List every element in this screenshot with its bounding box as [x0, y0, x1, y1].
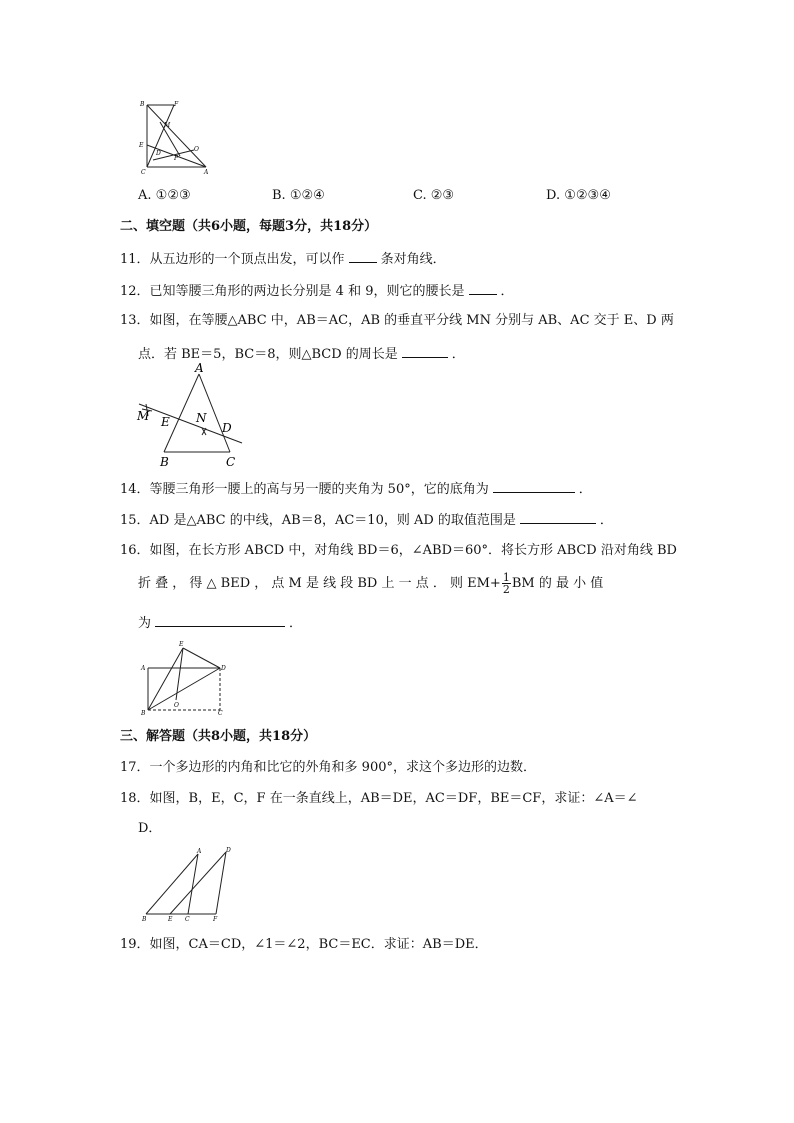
- q10-option-d: [546, 188, 611, 204]
- question-text: 点．若 BE＝5，BC＝8，则△BCD 的周长是: [138, 347, 398, 362]
- question-13-line2: [138, 345, 465, 363]
- question-19: [120, 937, 488, 953]
- q16-figure: [138, 640, 228, 716]
- q13-label-b: B: [160, 455, 169, 469]
- question-text: ．: [578, 482, 592, 497]
- q10-label-a: A: [204, 169, 209, 176]
- answer-blank[interactable]: [349, 250, 377, 263]
- question-12: [120, 282, 514, 300]
- fraction: [502, 572, 511, 595]
- q16-label-d: D: [221, 665, 226, 672]
- option-letter: B.: [272, 188, 286, 203]
- q13-figure: [134, 362, 246, 472]
- q18-label-d: D: [226, 847, 231, 854]
- q16-label-b: B: [141, 710, 146, 717]
- question-number: 15．: [120, 513, 150, 528]
- question-number: 19．: [120, 937, 150, 952]
- answer-blank[interactable]: [155, 614, 285, 627]
- question-text: 如图，在等腰△ABC 中，AB＝AC，AB 的垂直平分线 MN 分别与 AB、AC 交于 E、D 两: [149, 313, 674, 328]
- option-letter: C.: [413, 188, 427, 203]
- section-2-title: 二、填空题（共6小题，每题3分，共18分）: [120, 219, 378, 234]
- q18-label-a: A: [197, 848, 202, 855]
- question-text: AD 是△ABC 的中线，AB＝8，AC＝10，则 AD 的取值范围是: [149, 513, 516, 528]
- question-14: [120, 480, 592, 498]
- question-text: 等腰三角形一腰上的高与另一腰的夹角为 50°，它的底角为: [149, 482, 489, 497]
- question-text: 已知等腰三角形的两边长分别是 4 和 9，则它的腰长是: [149, 284, 465, 299]
- option-text: ①②③: [155, 188, 191, 203]
- answer-blank[interactable]: [493, 480, 575, 493]
- question-text: 如图，B，E，C，F 在一条直线上，AB＝DE，AC＝DF，BE＝CF，求证：∠A＝∠: [149, 791, 638, 806]
- question-text: ．: [451, 347, 465, 362]
- q10-label-f: F: [174, 101, 179, 108]
- question-text: ．: [289, 616, 303, 631]
- answer-blank[interactable]: [469, 282, 497, 295]
- q10-figure: [138, 100, 213, 175]
- question-text: BM 的 最 小 值: [511, 576, 604, 591]
- q10-option-b: [272, 188, 325, 204]
- question-18: [120, 791, 638, 807]
- question-text: ．: [500, 284, 514, 299]
- question-text: ．: [599, 513, 613, 528]
- q18-label-c: C: [185, 916, 190, 923]
- question-text: 如图，CA＝CD，∠1＝∠2，BC＝EC．求证：AB＝DE．: [149, 937, 488, 952]
- question-text: 一个多边形的内角和比它的外角和多 900°，求这个多边形的边数．: [149, 760, 536, 775]
- q18-label-f: F: [213, 916, 218, 923]
- fraction-denominator: 2: [502, 583, 510, 596]
- question-text: 折 叠 ， 得 △ BED ， 点 M 是 线 段 BD 上 一 点 ． 则 EM+: [138, 576, 501, 591]
- q10-option-a: [138, 188, 191, 204]
- question-text: 如图，在长方形 ABCD 中，对角线 BD＝6，∠ABD＝60°．将长方形 ABCD 沿对角线 BD: [149, 543, 677, 558]
- option-text: ②③: [430, 188, 455, 203]
- q10-label-m: M: [164, 122, 171, 129]
- q10-label-e: E: [139, 142, 144, 149]
- question-number: 13．: [120, 313, 150, 328]
- question-11: [120, 250, 446, 268]
- question-18-line2: D．: [138, 821, 162, 836]
- question-number: 14．: [120, 482, 150, 497]
- q16-label-o: O: [174, 702, 179, 709]
- question-number: 16．: [120, 543, 150, 558]
- q18-label-b: B: [142, 916, 147, 923]
- question-17: [120, 760, 536, 776]
- q10-label-b: B: [140, 101, 145, 108]
- q13-label-c: C: [226, 455, 236, 469]
- question-number: 17．: [120, 760, 150, 775]
- q18-label-e: E: [168, 916, 173, 923]
- question-number: 12．: [120, 284, 150, 299]
- section-3-title: 三、解答题（共8小题，共18分）: [120, 729, 317, 744]
- q16-label-e: E: [179, 641, 184, 648]
- q10-label-p: P: [174, 155, 179, 162]
- fraction-numerator: 1: [502, 571, 510, 584]
- q13-label-n: N: [196, 411, 207, 425]
- option-letter: D.: [546, 188, 561, 203]
- q10-option-c: [413, 188, 454, 204]
- q13-label-a: A: [195, 361, 204, 375]
- answer-blank[interactable]: [520, 511, 596, 524]
- q16-label-c: C: [218, 710, 223, 717]
- question-13: [120, 313, 674, 329]
- answer-blank[interactable]: [402, 345, 448, 358]
- question-number: 11．: [120, 252, 150, 267]
- question-15: [120, 511, 613, 529]
- question-16-line2: [138, 572, 603, 596]
- option-text: ①②④: [289, 188, 325, 203]
- question-text: 从五边形的一个顶点出发，可以作: [149, 252, 345, 267]
- question-text: 条对角线．: [380, 252, 446, 267]
- q10-label-o: O: [194, 146, 199, 153]
- q13-label-m: M: [137, 409, 150, 423]
- q18-figure: [140, 846, 236, 922]
- option-text: ①②③④: [564, 188, 611, 203]
- question-text: 为: [138, 616, 152, 631]
- q13-label-e: E: [161, 415, 170, 429]
- question-16-line3: [138, 614, 302, 632]
- option-letter: A.: [138, 188, 152, 203]
- question-16: [120, 543, 677, 559]
- q16-label-a: A: [141, 665, 146, 672]
- q10-label-d: D: [156, 150, 161, 157]
- q10-label-c: C: [141, 169, 146, 176]
- q13-label-d: D: [222, 421, 232, 435]
- question-number: 18．: [120, 791, 150, 806]
